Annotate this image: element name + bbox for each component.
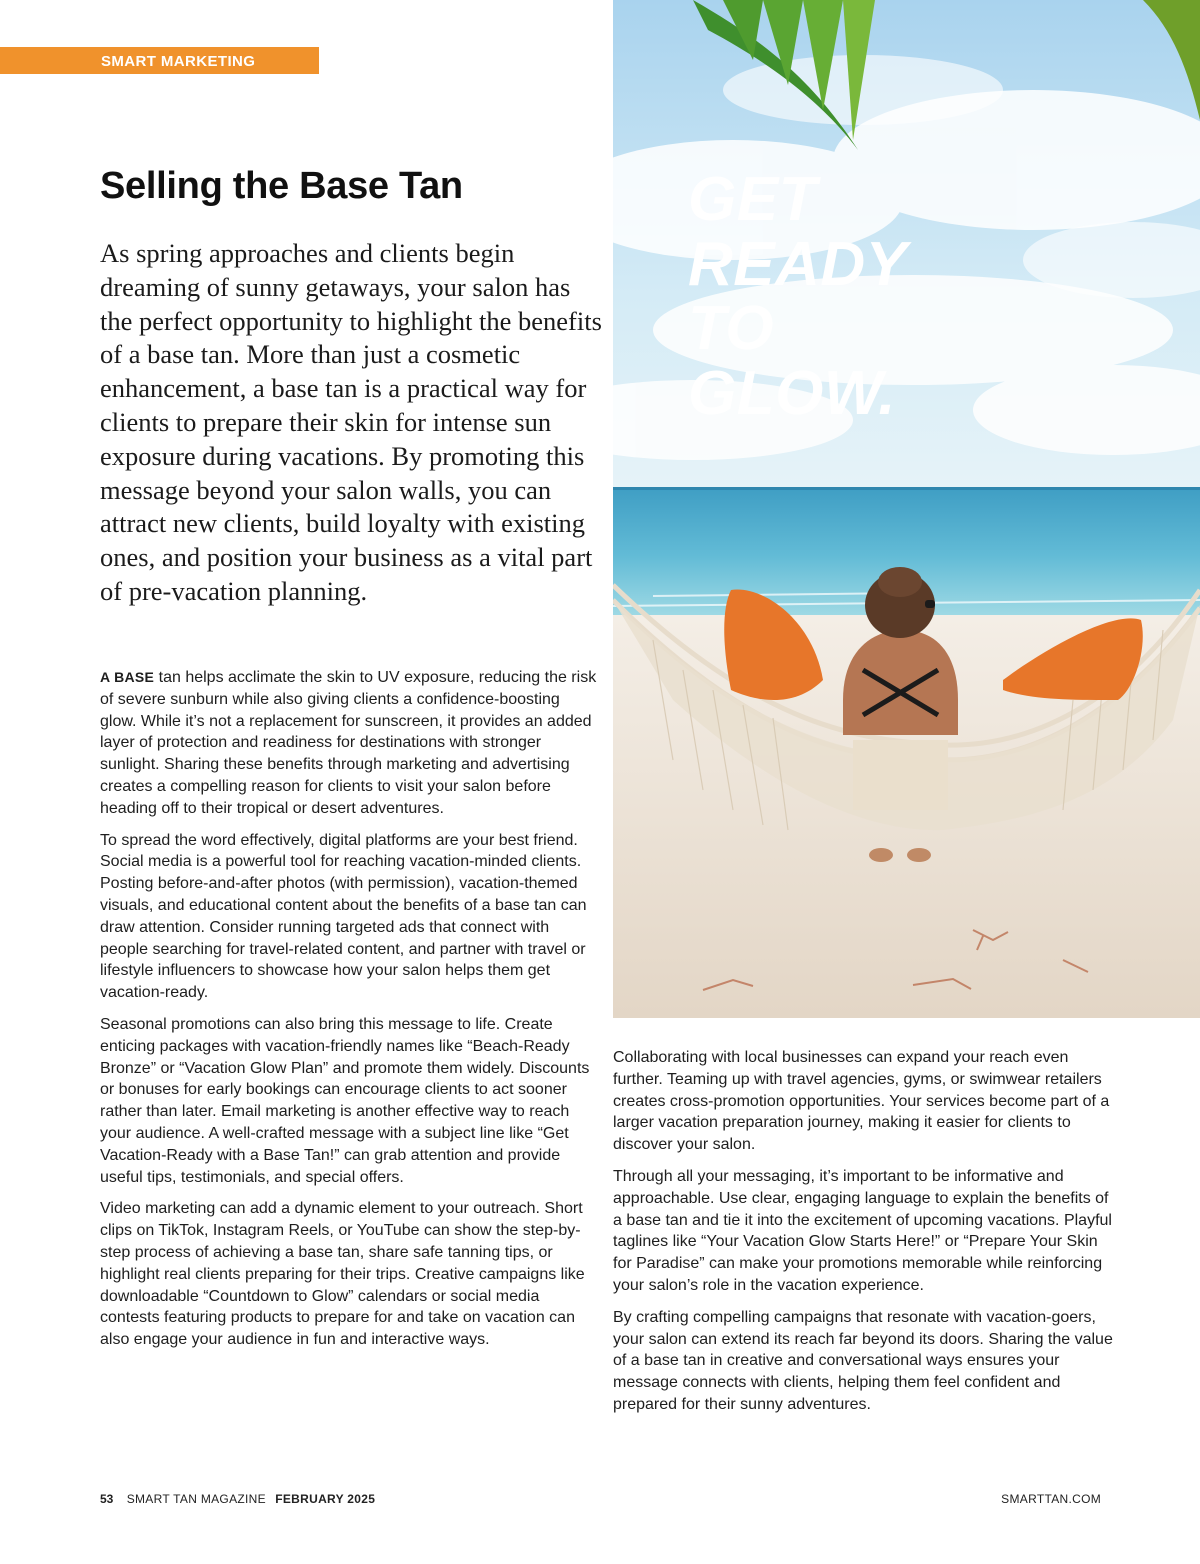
magazine-name: SMART TAN MAGAZINE <box>126 1492 266 1506</box>
body-paragraph <box>100 667 600 820</box>
body-paragraph-text: tan helps acclimate the skin to UV exposure, reducing the risk of severe sunburn while also giving clients a confidence-boosting glow. While it’s not a replacement for sunscreen, it provides an added layer of protection and readiness for destinations with stronger sunlight. Sharing these benefits through marketing and advertising creates a compelling reason for clients to visit your salon before heading off to their tropical or desert adventures. <box>100 669 597 817</box>
body-column-left <box>100 667 600 1361</box>
body-paragraph: By crafting compelling campaigns that resonate with vacation-goers, your salon can extend its reach far beyond its doors. Sharing the value of a base tan in creative and conversational ways ensures your message connects with clients, helping them feel confident and prepared for their sunny adventures. <box>613 1308 1113 1413</box>
body-column-right <box>613 1047 1113 1426</box>
body-paragraph: To spread the word effectively, digital platforms are your best friend. Social media is a powerful tool for reaching vacation-minded clients. Posting before-and-after photos (with permission), vacation-themed visuals, and educational content about the benefits of a base tan can draw attention. Consider running targeted ads that connect with people searching for travel-related content, and partner with travel or lifestyle influencers to showcase how your salon helps them get vacation-ready. <box>100 831 587 1002</box>
body-paragraph: Video marketing can add a dynamic element to your outreach. Short clips on TikTok, Instagram Reels, or YouTube can show the step-by-step process of achieving a base tan, share safe tanning tips, or highlight real clients preparing for their trips. Creative campaigns like downloadable “Countdown to Glow” calendars or social media contests featuring products to prepare for and take on vacation can also engage your audience in fun and interactive ways. <box>100 1200 585 1349</box>
section-tag <box>0 47 319 74</box>
section-tag-label: SMART MARKETING <box>101 53 256 70</box>
page-number: 53 <box>100 1492 114 1506</box>
body-paragraph: Collaborating with local businesses can expand your reach even further. Teaming up with travel agencies, gyms, or swimwear retailers creates cross-promotion opportunities. Your services become part of a larger vacation preparation journey, making it easier for clients to discover your salon. <box>613 1049 1110 1154</box>
body-paragraph: Through all your messaging, it’s important to be informative and approachable. Use clear, engaging language to explain the benefits of a base tan and tie it into the excitement of upcoming vacations. Playful taglines like “Your Vacation Glow Starts Here!” or “Prepare Your Skin for Paradise” can make your promotions memorable while reinforcing your salon’s role in the vacation experience. <box>613 1167 1112 1294</box>
tagline-line: GLOW. <box>688 358 896 428</box>
tagline-line: TO <box>688 294 774 363</box>
page-footer <box>100 1492 1101 1508</box>
issue-date: FEBRUARY 2025 <box>275 1492 376 1506</box>
photo-tagline <box>688 165 908 428</box>
body-paragraph: Seasonal promotions can also bring this message to life. Create enticing packages with vacation-friendly names like “Beach-Ready Bronze” or “Vacation Glow Plan” and promote them widely. Discounts or bonuses for early bookings can encourage clients to act sooner rather than later. Email marketing is another effective way to reach your audience. A well-crafted message with a subject line like “Get Vacation-Ready with a Base Tan!” can grab attention and provide useful tips, testimonials, and special offers. <box>100 1015 590 1186</box>
tagline-line: GET <box>688 165 817 234</box>
tagline-line: READY <box>688 229 908 299</box>
website-link[interactable]: SMARTTAN.COM <box>1001 1492 1101 1506</box>
lead-in: A BASE <box>100 669 155 685</box>
article-deck: As spring approaches and clients begin dreaming of sunny getaways, your salon has the perfect opportunity to highlight the benefits of a base tan. More than just a cosmetic enhancement, a base tan is a practical way for clients to prepare their skin for intense sun exposure during vacations. By promoting this message beyond your salon walls, you can attract new clients, build loyalty with existing ones, and position your business as a vital part of pre-vacation planning. <box>100 238 602 606</box>
article-headline: Selling the Base Tan <box>100 165 463 207</box>
beach-hammock-photo <box>613 0 1200 1018</box>
